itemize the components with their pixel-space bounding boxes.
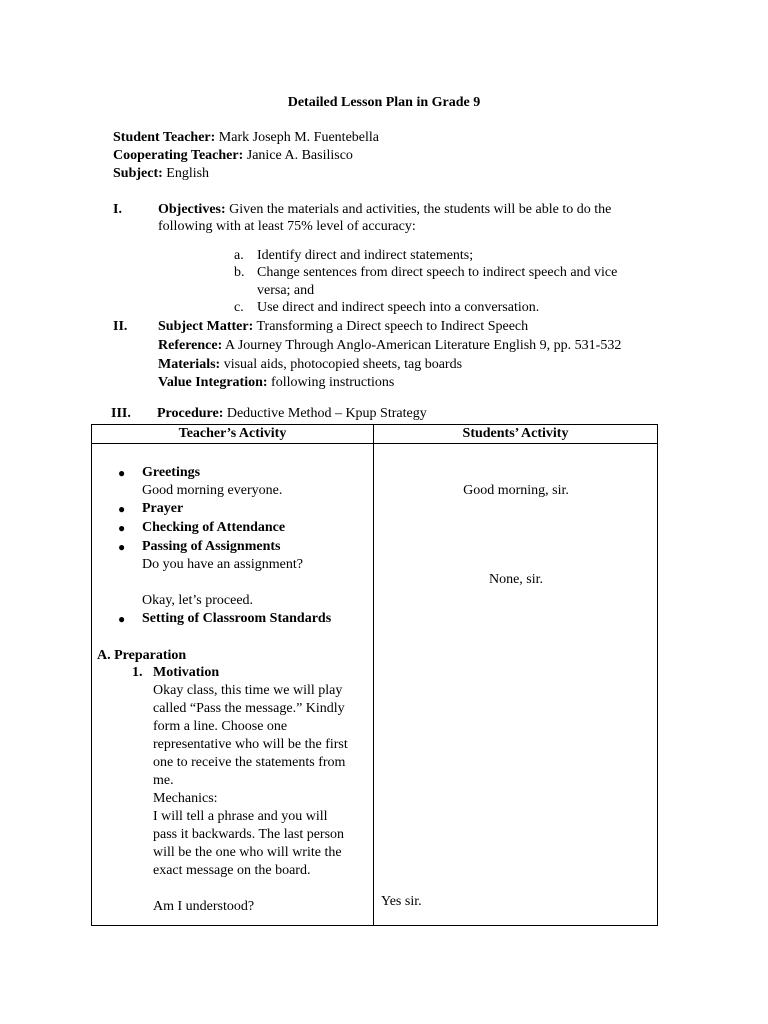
motivation-heading: Motivation bbox=[153, 665, 220, 680]
value-integration-value: following instructions bbox=[271, 375, 395, 390]
subject-label: Subject: bbox=[113, 166, 163, 181]
mechanics-heading: Mechanics: bbox=[153, 791, 218, 806]
value-integration-label: Value Integration: bbox=[158, 375, 268, 390]
objective-item-b-cont: versa; and bbox=[257, 283, 315, 298]
mechanics-line: will be the one who will write the bbox=[153, 845, 342, 860]
students-activity-cell bbox=[374, 444, 658, 926]
cooperating-teacher-label: Cooperating Teacher: bbox=[113, 148, 244, 163]
cooperating-teacher-row bbox=[113, 147, 353, 165]
motivation-number: 1. bbox=[132, 665, 143, 680]
bullet-icon: ● bbox=[118, 502, 126, 516]
objective-item-a: Identify direct and indirect statements; bbox=[257, 248, 474, 263]
motivation-line: representative who will be the first bbox=[153, 737, 348, 752]
bullet-icon: ● bbox=[118, 612, 126, 626]
objective-marker-a: a. bbox=[234, 248, 244, 263]
understood-question: Am I understood? bbox=[153, 899, 255, 914]
procedure-numeral: III. bbox=[111, 406, 131, 421]
bullet-icon: ● bbox=[118, 521, 126, 535]
student-teacher-value: Mark Joseph M. Fuentebella bbox=[218, 130, 379, 145]
attendance-heading: Checking of Attendance bbox=[142, 520, 286, 535]
assignments-heading: Passing of Assignments bbox=[142, 539, 281, 554]
procedure-value: Deductive Method – Kpup Strategy bbox=[226, 406, 427, 421]
motivation-line: form a line. Choose one bbox=[153, 719, 288, 734]
objectives-text1: Given the materials and activities, the students will be able to do the bbox=[229, 202, 612, 217]
cooperating-teacher-value: Janice A. Basilisco bbox=[246, 148, 353, 163]
greetings-text: Good morning everyone. bbox=[142, 483, 283, 498]
motivation-line: called “Pass the message.” Kindly bbox=[153, 701, 345, 716]
value-integration-row bbox=[158, 374, 394, 392]
materials-value: visual aids, photocopied sheets, tag boards bbox=[223, 357, 463, 372]
objective-marker-b: b. bbox=[234, 265, 245, 280]
assignments-question: Do you have an assignment? bbox=[142, 557, 303, 572]
objective-item-c: Use direct and indirect speech into a conversation. bbox=[257, 300, 540, 315]
mechanics-line: I will tell a phrase and you will bbox=[153, 809, 328, 824]
procedure-label: Procedure: bbox=[157, 406, 224, 421]
motivation-line: Okay class, this time we will play bbox=[153, 683, 343, 698]
subject-matter-numeral: II. bbox=[113, 319, 128, 334]
student-teacher-row bbox=[113, 129, 379, 147]
assignment-reply: None, sir. bbox=[488, 572, 544, 587]
subject-matter-row bbox=[158, 318, 528, 336]
proceed-text: Okay, let’s proceed. bbox=[142, 593, 254, 608]
objectives-numeral: I. bbox=[113, 202, 122, 217]
materials-row bbox=[158, 356, 462, 374]
subject-value: English bbox=[166, 166, 210, 181]
subject-matter-value: Transforming a Direct speech to Indirect Speech bbox=[256, 319, 529, 334]
objectives-line1 bbox=[158, 201, 611, 219]
prayer-heading: Prayer bbox=[142, 501, 184, 516]
reference-row bbox=[158, 337, 621, 355]
greetings-heading: Greetings bbox=[142, 465, 201, 480]
standards-heading: Setting of Classroom Standards bbox=[142, 611, 332, 626]
materials-label: Materials: bbox=[158, 357, 221, 372]
student-teacher-label: Student Teacher: bbox=[113, 130, 216, 145]
reference-label: Reference: bbox=[158, 338, 223, 353]
mechanics-line: exact message on the board. bbox=[153, 863, 311, 878]
bullet-icon: ● bbox=[118, 540, 126, 554]
objective-item-b: Change sentences from direct speech to indirect speech and vice bbox=[257, 265, 618, 280]
mechanics-line: pass it backwards. The last person bbox=[153, 827, 345, 842]
understood-reply: Yes sir. bbox=[381, 894, 422, 909]
objective-marker-c: c. bbox=[234, 300, 244, 315]
activity-table bbox=[91, 424, 658, 926]
objectives-text2: following with at least 75% level of accuracy: bbox=[158, 219, 416, 234]
motivation-line: me. bbox=[153, 773, 174, 788]
objectives-label: Objectives: bbox=[158, 202, 226, 217]
teacher-activity-header: Teacher’s Activity bbox=[92, 425, 374, 444]
subject-row bbox=[113, 165, 209, 183]
procedure-row bbox=[157, 405, 427, 423]
preparation-heading: A. Preparation bbox=[97, 648, 187, 663]
subject-matter-label: Subject Matter: bbox=[158, 319, 254, 334]
teacher-activity-cell bbox=[92, 444, 374, 926]
greeting-reply: Good morning, sir. bbox=[463, 483, 569, 498]
bullet-icon: ● bbox=[118, 466, 126, 480]
reference-value: A Journey Through Anglo-American Literature English 9, pp. 531-532 bbox=[225, 338, 622, 353]
page-title: Detailed Lesson Plan in Grade 9 bbox=[287, 95, 481, 110]
students-activity-header: Students’ Activity bbox=[374, 425, 658, 444]
motivation-line: one to receive the statements from bbox=[153, 755, 346, 770]
